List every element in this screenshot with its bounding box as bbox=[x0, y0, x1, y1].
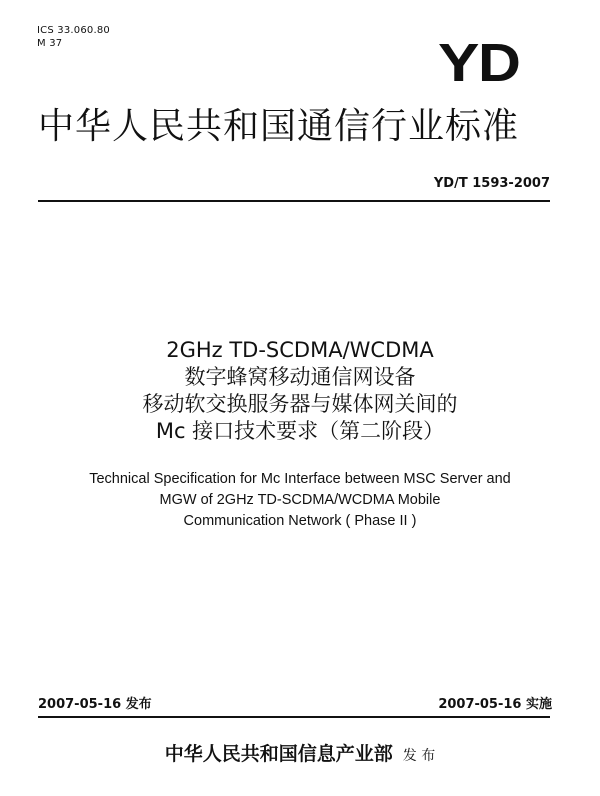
ics-code: ICS 33.060.80 bbox=[37, 25, 110, 36]
english-title-line: Communication Network ( Phase II ) bbox=[183, 513, 417, 529]
implementation-date: 2007-05-16 实施 bbox=[438, 697, 552, 712]
chinese-title bbox=[0, 337, 600, 445]
yd-logo bbox=[438, 33, 521, 93]
logo-letter-d: D bbox=[478, 33, 521, 93]
chinese-title-line: 2GHz TD-SCDMA/WCDMA bbox=[166, 338, 434, 362]
bottom-divider bbox=[38, 716, 550, 718]
top-divider bbox=[38, 200, 550, 202]
issuing-authority bbox=[0, 742, 600, 768]
ministry-name: 中华人民共和国信息产业部 bbox=[164, 743, 393, 765]
chinese-title-line: 数字蜂窝移动通信网设备 bbox=[184, 365, 416, 389]
english-title-line: MGW of 2GHz TD-SCDMA/WCDMA Mobile bbox=[159, 492, 441, 508]
classification-codes bbox=[37, 24, 110, 50]
logo-letter-y: Y bbox=[438, 33, 480, 93]
ccs-code: M 37 bbox=[37, 38, 63, 49]
english-title bbox=[0, 469, 600, 532]
publish-label: 发 布 bbox=[402, 748, 436, 764]
chinese-title-line: 移动软交换服务器与媒体网关间的 bbox=[142, 392, 458, 416]
standard-number: YD/T 1593-2007 bbox=[433, 176, 550, 191]
issue-date: 2007-05-16 发布 bbox=[38, 697, 152, 712]
standard-category-title: 中华人民共和国通信行业标准 bbox=[38, 106, 520, 147]
english-title-line: Technical Specification for Mc Interface between MSC Server and bbox=[89, 471, 511, 487]
chinese-title-line: Mc 接口技术要求（第二阶段） bbox=[155, 419, 445, 443]
